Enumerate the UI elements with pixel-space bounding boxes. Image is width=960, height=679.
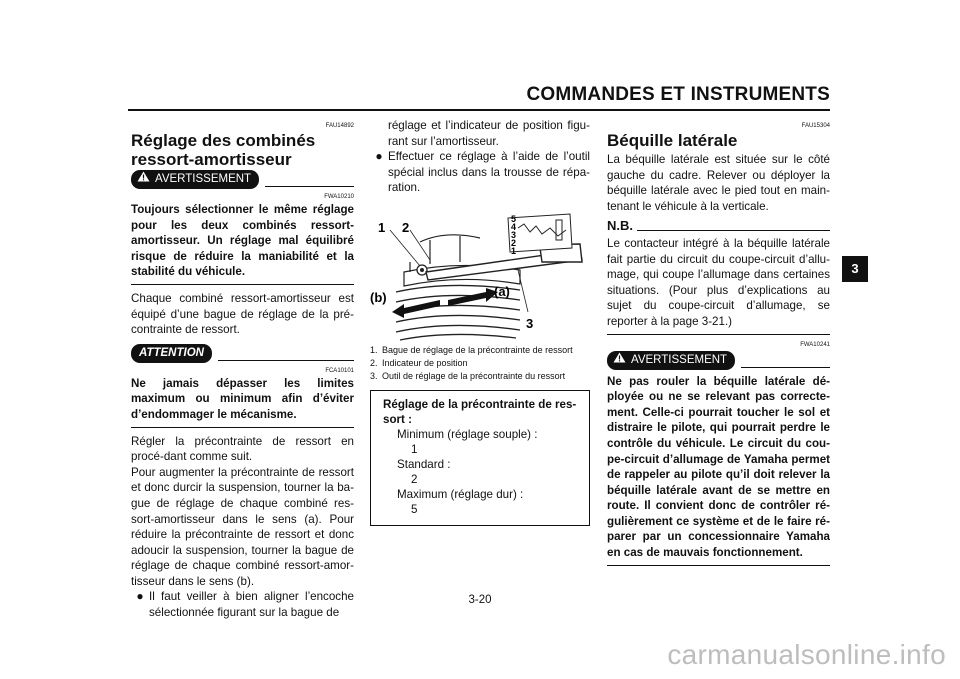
scale-label-1: 1 — [511, 245, 517, 256]
reference-code: FWA10210 — [324, 194, 354, 200]
shock-absorber-illustration — [370, 200, 590, 342]
note-text: Le contacteur intégré à la béquille latérale fait partie du circuit du coupe-circuit d’allu-mage, qui coupe l’allumage dans certaines situations. (Pour plus d’explications au sujet du coupe-circuit d’allumage, se reporter à la page 3-21.) — [607, 236, 830, 328]
warning-label: AVERTISSEMENT — [631, 353, 728, 366]
reference-code: FAU14892 — [325, 123, 354, 129]
bullet-icon: ● — [136, 589, 144, 604]
page-header-title: COMMANDES ET INSTRUMENTS — [526, 84, 830, 105]
warning-badge — [131, 170, 259, 189]
header-rule — [128, 109, 830, 111]
callout-b: (b) — [370, 289, 387, 305]
attention-text: Ne jamais dépasser les limites maximum ou minimum afin d’éviter d’endommager le mécanisme. — [131, 376, 354, 421]
caption-item: 1. Bague de réglage de la précontrainte de ressort — [370, 344, 573, 355]
paragraph: Chaque combiné ressort-amortisseur est équipé d’une bague de réglage de la pré-contrainte de ressort. — [131, 291, 354, 337]
attention-badge: ATTENTION — [131, 344, 212, 363]
reference-code: FWA10241 — [800, 341, 830, 348]
section-heading: Réglage des combinés ressort-amortisseur — [131, 131, 316, 169]
reference-code: FAU15304 — [801, 123, 830, 129]
arrow-right-icon — [448, 288, 498, 306]
column-left — [131, 118, 354, 621]
callout-3: 3 — [526, 315, 534, 331]
callout-2: 2 — [402, 219, 410, 235]
column-right — [607, 118, 830, 572]
scale-label-4: 4 — [511, 221, 517, 232]
warning-text: Toujours sélectionner le même réglage pour les deux combinés ressort-amortisseur. Un réglage mal équilibré risque de réduire la maniabilité et la stabilité du véhicule. — [131, 203, 354, 279]
chapter-tab: 3 — [842, 256, 868, 282]
callout-a: (a) — [494, 283, 510, 299]
note-header: N.B. — [607, 218, 830, 234]
warning-text: Ne pas rouler la béquille latérale dé-ployée ou ne se relevant pas correcte-ment. Celle-ci pourrait toucher le sol et distraire le pilote, qui pourrait perdre le contrôle du véhicule. Le circuit du cou-pe-circuit d’allumage de Yamaha permet de rappeler au pilote qu’il doit relever la béquille latérale avant de se mettre en route. Il convient donc de contrôler ré-gulièrement ce système et de le faire ré-parer par un concessionnaire Yamaha en cas de mauvais fonctionnement. — [607, 374, 830, 560]
warning-triangle-icon — [137, 170, 150, 189]
caption-item: 3. Outil de réglage de la précontrainte du ressort — [370, 370, 566, 381]
scale-label-3: 3 — [511, 229, 517, 240]
warning-header — [607, 351, 830, 370]
list-item: ● Il faut veiller à bien aligner l’encoche sélectionnée figurant sur la bague de — [131, 589, 354, 620]
settings-box: Réglage de la précontrainte de res-sort : Minimum (réglage souple) : 1 Standard : 2 Maximum (réglage dur) : 5 — [370, 390, 590, 526]
warning-triangle-icon — [613, 351, 626, 370]
caption-item: 2. Indicateur de position — [370, 357, 468, 368]
paragraph: La béquille latérale est située sur le côté gauche du cadre. Relever ou déployer la béquille latérale avec le pied tout en main-tenant le véhicule à la verticale. — [607, 153, 830, 213]
bullet-icon: ● — [375, 149, 383, 164]
section-heading: Béquille latérale — [607, 131, 738, 150]
scale-label-5: 5 — [511, 213, 517, 224]
scale-label-2: 2 — [511, 237, 517, 248]
attention-header — [131, 344, 354, 363]
warning-label: AVERTISSEMENT — [155, 173, 252, 185]
reference-code: FCA10101 — [325, 367, 354, 374]
warning-header — [131, 170, 354, 189]
page-number: 3-20 — [468, 594, 492, 606]
column-middle — [370, 118, 590, 526]
callout-1: 1 — [378, 219, 386, 235]
warning-badge — [607, 351, 735, 370]
settings-title: Réglage de la précontrainte de res-sort : — [383, 397, 577, 426]
paragraph: Pour augmenter la précontrainte de ressort et donc durcir la suspension, tourner la ba-gue de réglage de chaque combiné res-sort-amortisseur dans le sens (a). Pour réduire la précontrainte de ressort et donc adoucir la suspension, tourner la bague de réglage de chaque combiné ressort-amor-tisseur dans le sens (b). — [131, 465, 354, 588]
list-item: réglage et l’indicateur de position figu-rant sur l’amortisseur. — [388, 119, 590, 148]
paragraph: Régler la précontrainte de ressort en procé-dant comme suit. — [131, 434, 354, 464]
list-item: ● Effectuer ce réglage à l’aide de l’outil spécial inclus dans la trousse de répa-ration. — [370, 149, 590, 196]
figure-caption — [370, 345, 590, 382]
watermark: carmanualsonline.info — [667, 639, 946, 670]
arrow-left-icon — [392, 300, 440, 318]
